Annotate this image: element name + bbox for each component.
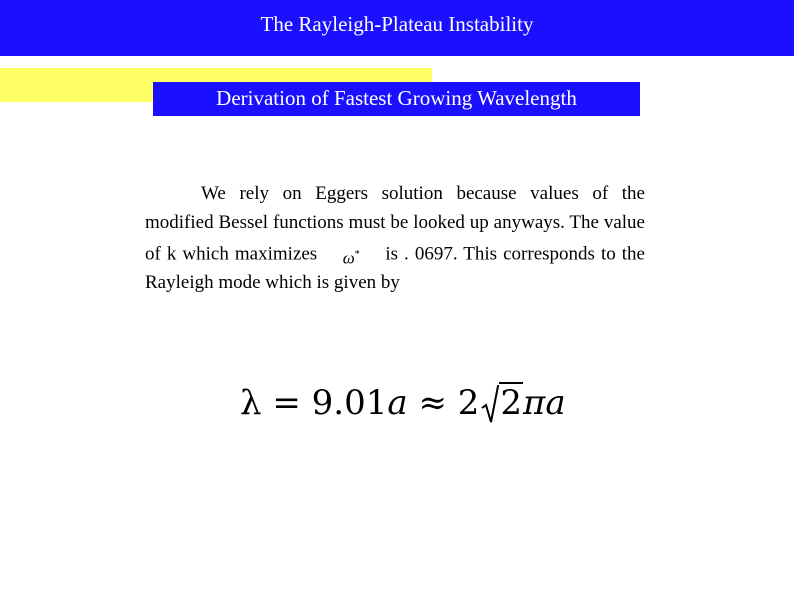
equation-approx: ≈ 2: [407, 383, 480, 423]
body-text-part2: is . 0697. This corresponds to the Rayleigh mode which is given by: [145, 243, 645, 294]
equation-equals: = 9.01: [261, 383, 388, 423]
equation-pi: π: [523, 383, 546, 423]
equation-lambda: λ: [240, 383, 262, 423]
wavelength-equation: [240, 378, 570, 428]
radical-sign-icon: [481, 378, 499, 428]
subtitle-box: [153, 82, 640, 116]
slide-title: The Rayleigh-Plateau Instability: [260, 12, 534, 36]
body-paragraph: [145, 180, 645, 298]
square-root: [481, 378, 523, 428]
omega-star-symbol: ω*: [342, 248, 360, 268]
equation-radicand: 2: [500, 383, 523, 423]
equation-a2: a: [545, 383, 566, 423]
body-text-part1: We rely on Eggers solution because values of the modified Bessel functions must be looked up anyways. The value of k which maximizes: [145, 183, 645, 265]
equation-a1: a: [387, 383, 408, 423]
slide-title-bar: [0, 0, 794, 56]
slide-subtitle: Derivation of Fastest Growing Wavelength: [216, 86, 577, 110]
